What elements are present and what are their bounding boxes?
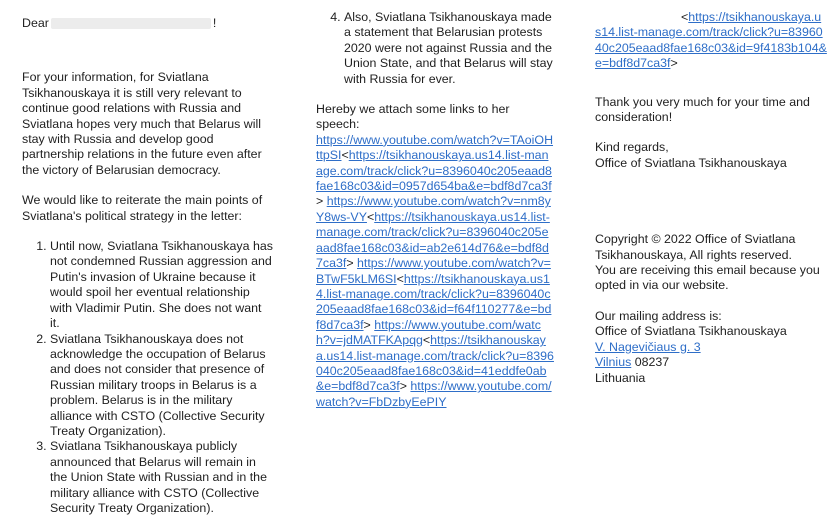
youtube-link[interactable]: https://www.youtube.com/watch?v=jdMATFKApqg bbox=[316, 317, 541, 348]
strategy-point-1: 1. Until now, Sviatlana Tsikhanouskaya has not condemned Russian aggression and Putin's invasion of Ukraine because it would spoil her eventual relationship with Vladimir Putin. She does not want it. bbox=[50, 239, 274, 331]
street-address bbox=[595, 340, 827, 355]
intro-paragraph: For your information, for Sviatlana Tsikhanouskaya it is still very relevant to continue good relations with Russia and Sviatlana hopes very much that Belarus will stay with Russia and develop good partnership relations in the future even after the victory of Belarusian democracy. bbox=[22, 70, 262, 177]
greeting bbox=[22, 16, 274, 31]
opted-in-notice: You are receiving this email because you opted in via our website. bbox=[595, 263, 820, 293]
links-intro: Hereby we attach some links to her speech: bbox=[316, 102, 510, 132]
tracking-link[interactable]: https://tsikhanouskaya.us14.list-manage.com/track/click?u=8396040c205eaad8fae168c03&id=0957d654ba&e=bdf8d7ca3f bbox=[316, 148, 552, 194]
greeting-suffix: ! bbox=[212, 16, 217, 30]
letter-column-1 bbox=[22, 0, 274, 516]
mailing-org: Office of Sviatlana Tsikhanouskaya bbox=[595, 324, 787, 339]
tracking-link[interactable]: https://tsikhanouskaya.us14.list-manage.com/track/click?u=8396040c205eaad8fae168c03&id=ab2e614d76&e=bdf8d7ca3f bbox=[316, 209, 550, 271]
strategy-points-continued bbox=[316, 10, 554, 87]
youtube-link[interactable]: https://www.youtube.com/watch?v=nm8yY8ws-VY bbox=[316, 194, 551, 224]
copyright: Copyright © 2022 Office of Sviatlana Tsikhanouskaya, All rights reserved. bbox=[595, 232, 796, 262]
reiterate-paragraph: We would like to reiterate the main points of Sviatlana's political strategy in the letter: bbox=[22, 193, 263, 223]
postcode: 08237 bbox=[634, 355, 670, 370]
youtube-link[interactable]: https://www.youtube.com/watch?v=BTwF5kLM6SI bbox=[316, 256, 551, 286]
redacted-name bbox=[51, 18, 211, 29]
city-link[interactable]: Vilnius bbox=[595, 355, 632, 370]
strategy-point-3: 3. Sviatlana Tsikhanouskaya publicly announced that Belarus will remain in the Union State with Russian and in the military alliance with CSTO (Collective Security Treaty Organization). bbox=[50, 439, 274, 516]
strategy-point-2: 2. Sviatlana Tsikhanouskaya does not acknowledge the occupation of Belarus and does not consider that presence of Russian military troops in Belarus is a problem. Belarus is in the military alliance with CSTO (Collective Security Treaty Organization). bbox=[50, 332, 274, 440]
speech-links: https://www.youtube.com/watch?v=TAoiOHttpSI<https://tsikhanouskaya.us14.list-manage.com/track/click?u=8396040c205eaad8fae168c03&id=0957d654ba&e=bdf8d7ca3f> https://www.youtube.com/watch?v=nm8yY8ws-VY<https://tsikhanouskaya.us14.list-manage.com/track/click?u=8396040c205eaad8fae168c03&id=ab2e614d76&e=bdf8d7ca3f> https://www.youtube.com/watch?v=BTwF5kLM6SI<https://tsikhanouskaya.us14.list-manage.com/track/click?u=8396040c205eaad8fae168c03&id=f64f110277&e=bdf8d7ca3f> https://www.youtube.com/watch?v=jdMATFKApqg<https://tsikhanouskaya.us14.list-manage.com/track/click?u=8396040c205eaad8fae168c03&id=41eddfe0ab&e=bdf8d7ca3f> https://www.youtube.com/watch?v=FbDzbyEePIY bbox=[316, 132, 554, 409]
letter-column-3 bbox=[595, 0, 827, 386]
city-line bbox=[595, 355, 827, 370]
street-link[interactable]: V. Nagevičiaus g. 3 bbox=[595, 339, 701, 354]
letter-column-2 bbox=[316, 0, 554, 410]
country: Lithuania bbox=[595, 370, 646, 385]
youtube-link[interactable]: https://www.youtube.com/watch?v=FbDzbyEePIY bbox=[316, 379, 552, 409]
mailing-label: Our mailing address is: bbox=[595, 308, 722, 323]
tracking-link[interactable]: https://tsikhanouskaya.us14.list-manage.com/track/click?u=8396040c205eaad8fae168c03&id=9f4183b104&e=bdf8d7ca3f bbox=[595, 10, 827, 71]
top-tracking-link-block: <https://tsikhanouskaya.us14.list-manage.com/track/click?u=8396040c205eaad8fae168c03&id=9f4183b104&e=bdf8d7ca3f> bbox=[595, 10, 827, 71]
strategy-point-4: 4. Also, Sviatlana Tsikhanouskaya made a statement that Belarusian protests 2020 were not against Russia and the Union State, and that Belarus will stay with Russia for ever. bbox=[344, 10, 554, 87]
thanks-paragraph: Thank you very much for your time and consideration! bbox=[595, 94, 810, 125]
signature: Office of Sviatlana Tsikhanouskaya bbox=[595, 155, 787, 170]
strategy-points bbox=[22, 239, 274, 516]
tracking-link[interactable]: https://tsikhanouskaya.us14.list-manage.com/track/click?u=8396040c205eaad8fae168c03&id=f64f110277&e=bdf8d7ca3f bbox=[316, 271, 552, 332]
youtube-link[interactable]: https://www.youtube.com/watch?v=TAoiOHttpSI bbox=[316, 132, 554, 163]
regards: Kind regards, bbox=[595, 140, 669, 155]
tracking-link[interactable]: https://tsikhanouskaya.us14.list-manage.com/track/click?u=8396040c205eaad8fae168c03&id=41eddfe0ab&e=bdf8d7ca3f bbox=[316, 333, 554, 394]
greeting-prefix: Dear bbox=[22, 16, 49, 30]
